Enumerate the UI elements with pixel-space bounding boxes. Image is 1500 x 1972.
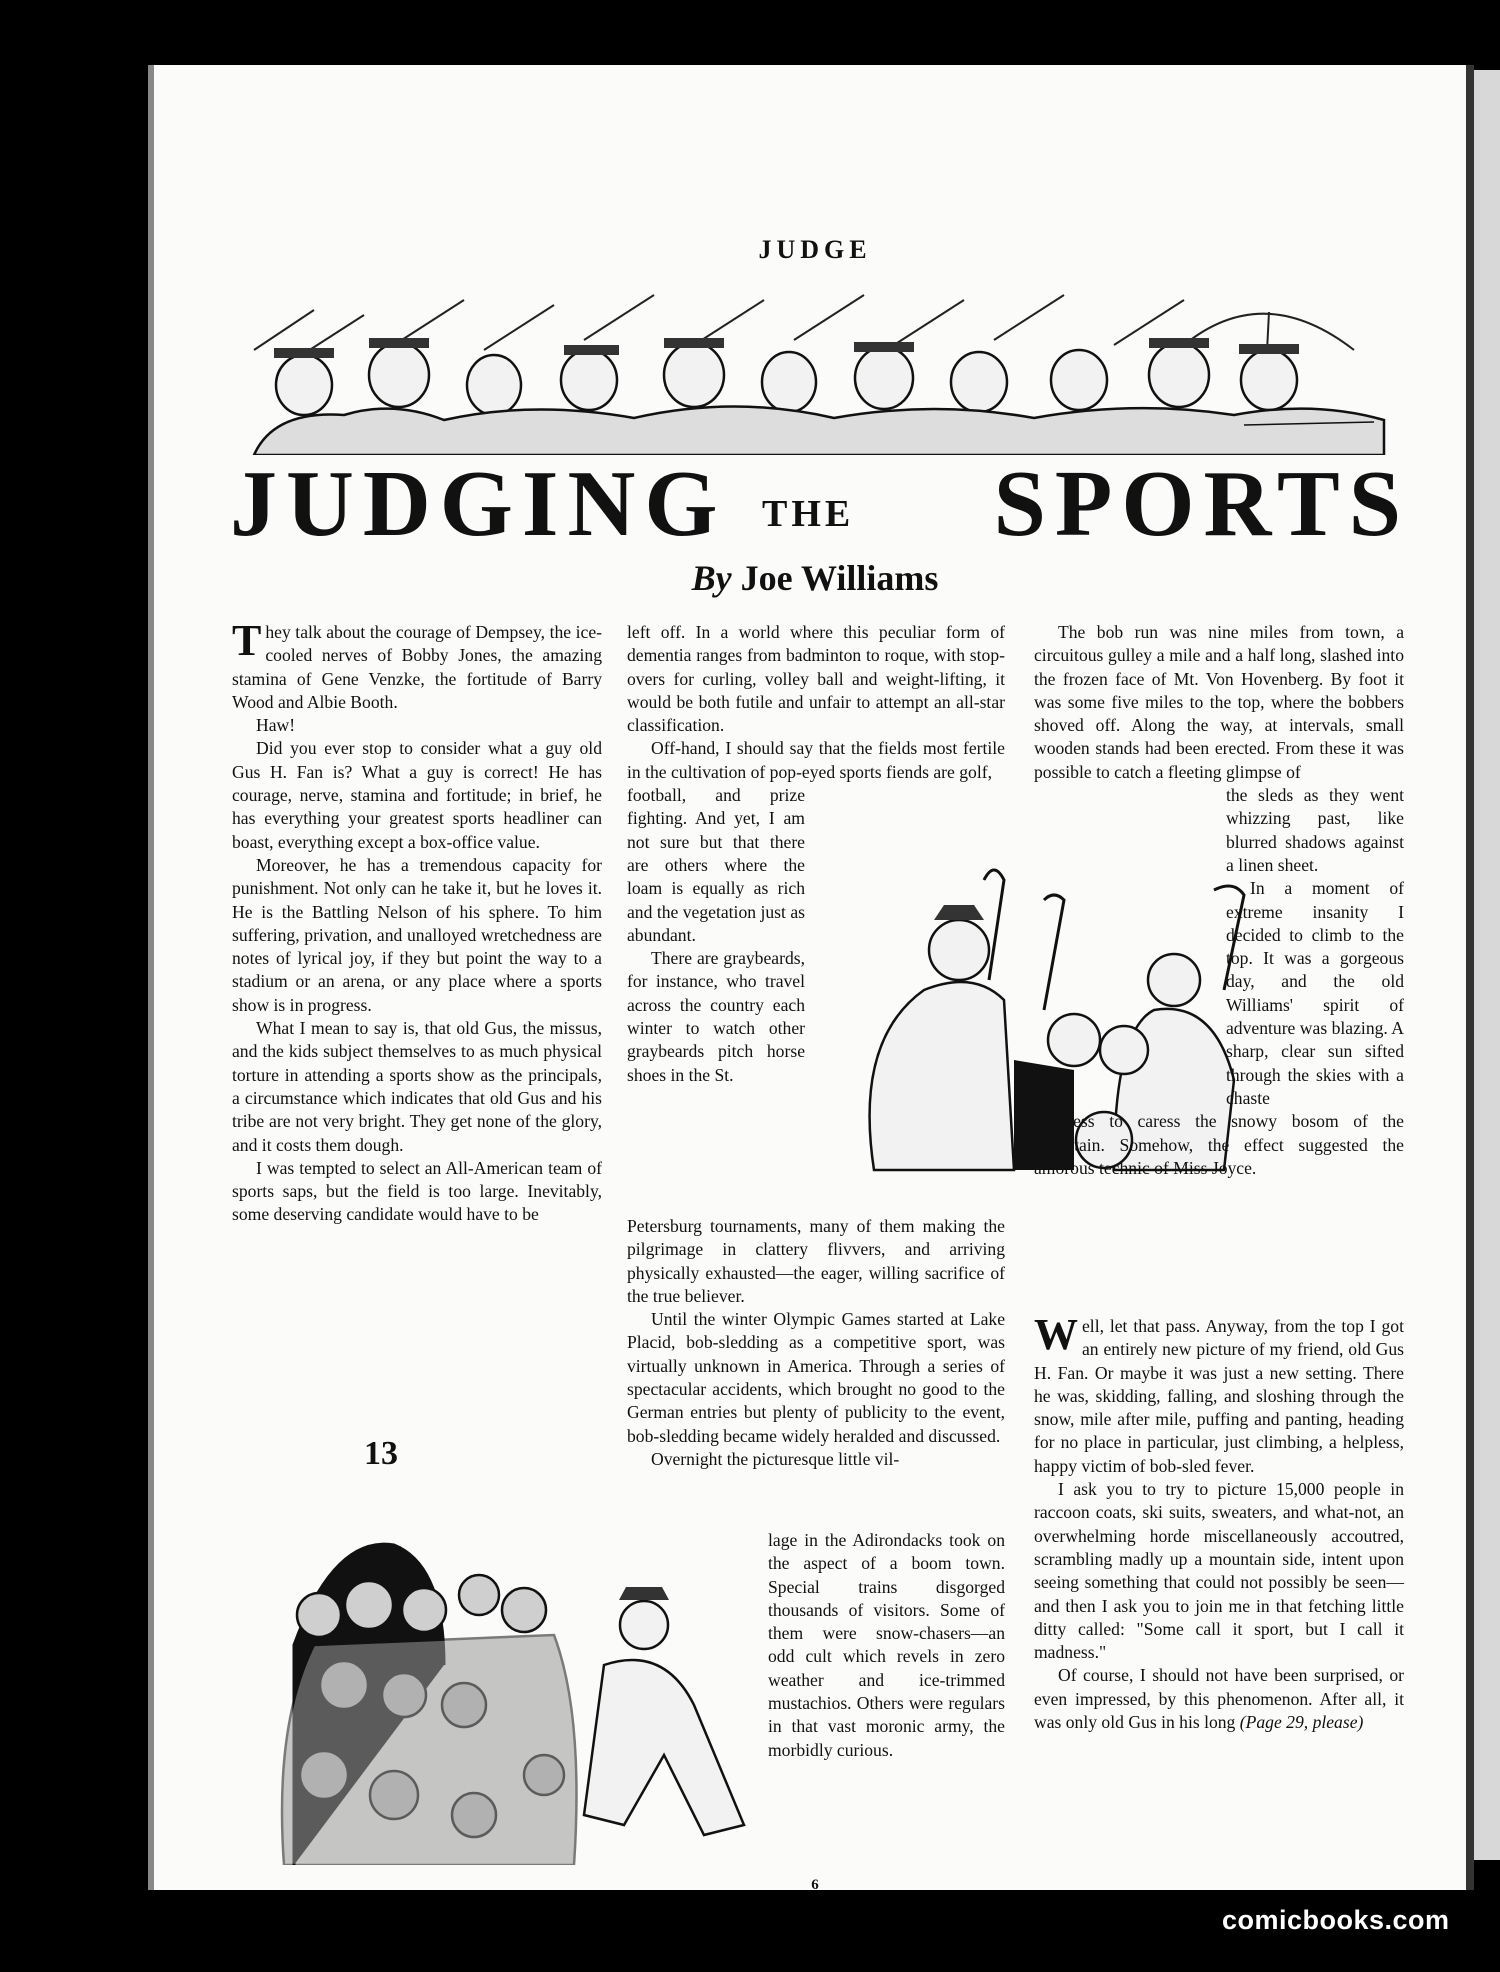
paragraph: coldness to caress the snowy bosom of the mountain. Somehow, the effect suggested the amorous technic of Miss Joyce.	[1034, 1111, 1404, 1178]
paragraph: Until the winter Olympic Games started at Lake Placid, bob-sledding as a competitive sport, was virtually unknown in America. Through a series of spectacular accidents, which brought no good to the German entries but plenty of publicity to the event, bob-sledding became widely heralded and discussed.	[627, 1309, 1005, 1446]
column-3-continued	[1034, 1310, 1404, 1734]
masthead: JUDGE	[758, 235, 872, 264]
paragraph: There are graybeards, for instance, who travel across the country each winter to watch other graybeards pitch horse shoes in the St.	[627, 948, 805, 1085]
page-edge	[1466, 65, 1474, 1890]
stadium-crowd-illustration	[224, 1495, 764, 1865]
paragraph: lage in the Adirondacks took on the aspect of a boom town. Special trains disgorged thousands of visitors. Some of them were snow-chasers—an odd cult which revels in zero weather and ice-trimmed mustachios. Others were regulars in that vast moronic army, the morbidly curious.	[768, 1530, 1005, 1760]
paragraph: Did you ever stop to consider what a guy old Gus H. Fan is? What a guy is correct! He has courage, nerve, stamina and fortitude; in brief, he has everything your greatest sports headliner can boast, everything except a box-office value.	[232, 738, 602, 852]
paragraph: The bob run was nine miles from town, a circuitous gulley a mile and a half long, slashed into the frozen face of Mt. Von Hovenberg. By foot it was some five miles to the top, where the bobbers shoved off. Along the way, at intervals, small wooden stands had been erected. From these it was possible to catch a fleeting glimpse of	[1034, 622, 1404, 782]
article-title	[230, 450, 1410, 560]
paragraph: In a moment of extreme insanity I decided to climb to the top. It was a gorgeous day, and the old Williams' spirit of adventure was blazing. A sharp, clear sun sifted through the skies with a chaste	[1226, 878, 1404, 1108]
illustration-number: 13	[364, 1435, 398, 1472]
byline	[154, 557, 1476, 599]
title-word-2: THE	[762, 493, 855, 535]
paragraph: I was tempted to select an All-American team of sports saps, but the field is too large. Inevitably, some deserving candidate would have to be	[232, 1157, 602, 1225]
continuation-note: (Page 29, please)	[1239, 1712, 1364, 1733]
paragraph: ell, let that pass. Anyway, from the top I got an entirely new picture of my friend, old Gus H. Fan. Or maybe it was just a new setting. There he was, skidding, falling, and sloshing through the snow, mile after mile, puffing and panting, heading for no place in particular, just climbing, a helpless, happy victim of bob-sled fever.	[1034, 1316, 1404, 1476]
column-2-continued	[627, 1215, 1005, 1471]
byline-by: By	[691, 558, 732, 598]
title-word-3: SPORTS	[993, 452, 1410, 556]
paragraph: I ask you to try to picture 15,000 people in raccoon coats, ski suits, sweaters, and what-not, an overwhelming horde miscellaneously accoutred, scrambling madly up a mountain side, intent upon seeing something that could not possibly be seen—and then I ask you to join me in that fetching little ditty called: "Some call it sport, but I call it madness."	[1034, 1479, 1404, 1663]
next-page-edge	[1474, 70, 1500, 1860]
column-3	[1034, 621, 1404, 1180]
paragraph: Petersburg tournaments, many of them making the pilgrimage in clattery flivvers, and arriving physically exhausted—the eager, willing sacrifice of the true believer.	[627, 1216, 1005, 1306]
drop-cap: W	[1034, 1310, 1078, 1359]
magazine-page	[148, 65, 1470, 1893]
page-number: 6	[811, 1877, 819, 1893]
paragraph: left off. In a world where this peculiar form of dementia ranges from badminton to roque, with stop-overs for curling, volley ball and weight-lifting, it would be both futile and unfair to attempt an all-star classification.	[627, 622, 1005, 736]
title-word-1: JUDGING	[230, 452, 727, 556]
paragraph: What I mean to say is, that old Gus, the missus, and the kids subject themselves to as much physical torture in attending a sports show as the principals, a circumstance which indicates that old Gus and his tribe are not very bright. They get none of the glory, and it costs them dough.	[232, 1018, 602, 1155]
paragraph: the sleds as they went whizzing past, like blurred shadows against a linen sheet.	[1226, 785, 1404, 875]
paragraph: Off-hand, I should say that the fields most fertile in the cultivation of pop-eyed sports fiends are golf,	[627, 738, 1005, 782]
paragraph: Moreover, he has a tremendous capacity for punishment. Not only can he take it, but he loves it. He is the Battling Nelson of his sphere. To him suffering, privation, and unalloyed wretchedness are notes of lyrical joy, if they but point the way to a stadium or an arena, or any place where a sports show is in progress.	[232, 854, 602, 1015]
column-2-narrow	[768, 1529, 1005, 1762]
paragraph: Of course, I should not have been surprised, or even impressed, by this phenomenon. After all, it was only old Gus in his long	[1034, 1665, 1404, 1733]
drop-cap: T	[232, 616, 262, 665]
paragraph: Overnight the picturesque little vil-	[651, 1448, 900, 1469]
byline-author: Joe Williams	[740, 558, 939, 598]
site-watermark: comicbooks.com	[1222, 1905, 1450, 1935]
paragraph: Haw!	[256, 715, 296, 736]
column-1	[232, 616, 602, 1227]
crowd-in-rain-illustration	[234, 290, 1404, 455]
paragraph: football, and prize fighting. And yet, I am not sure but that there are others where the loam is equally as rich and the vegetation just as abundant.	[627, 785, 805, 945]
paragraph: hey talk about the courage of Dempsey, the ice-cooled nerves of Bobby Jones, the amazing stamina of Gene Venzke, the fortitude of Barry Wood and Albie Booth.	[232, 622, 602, 712]
